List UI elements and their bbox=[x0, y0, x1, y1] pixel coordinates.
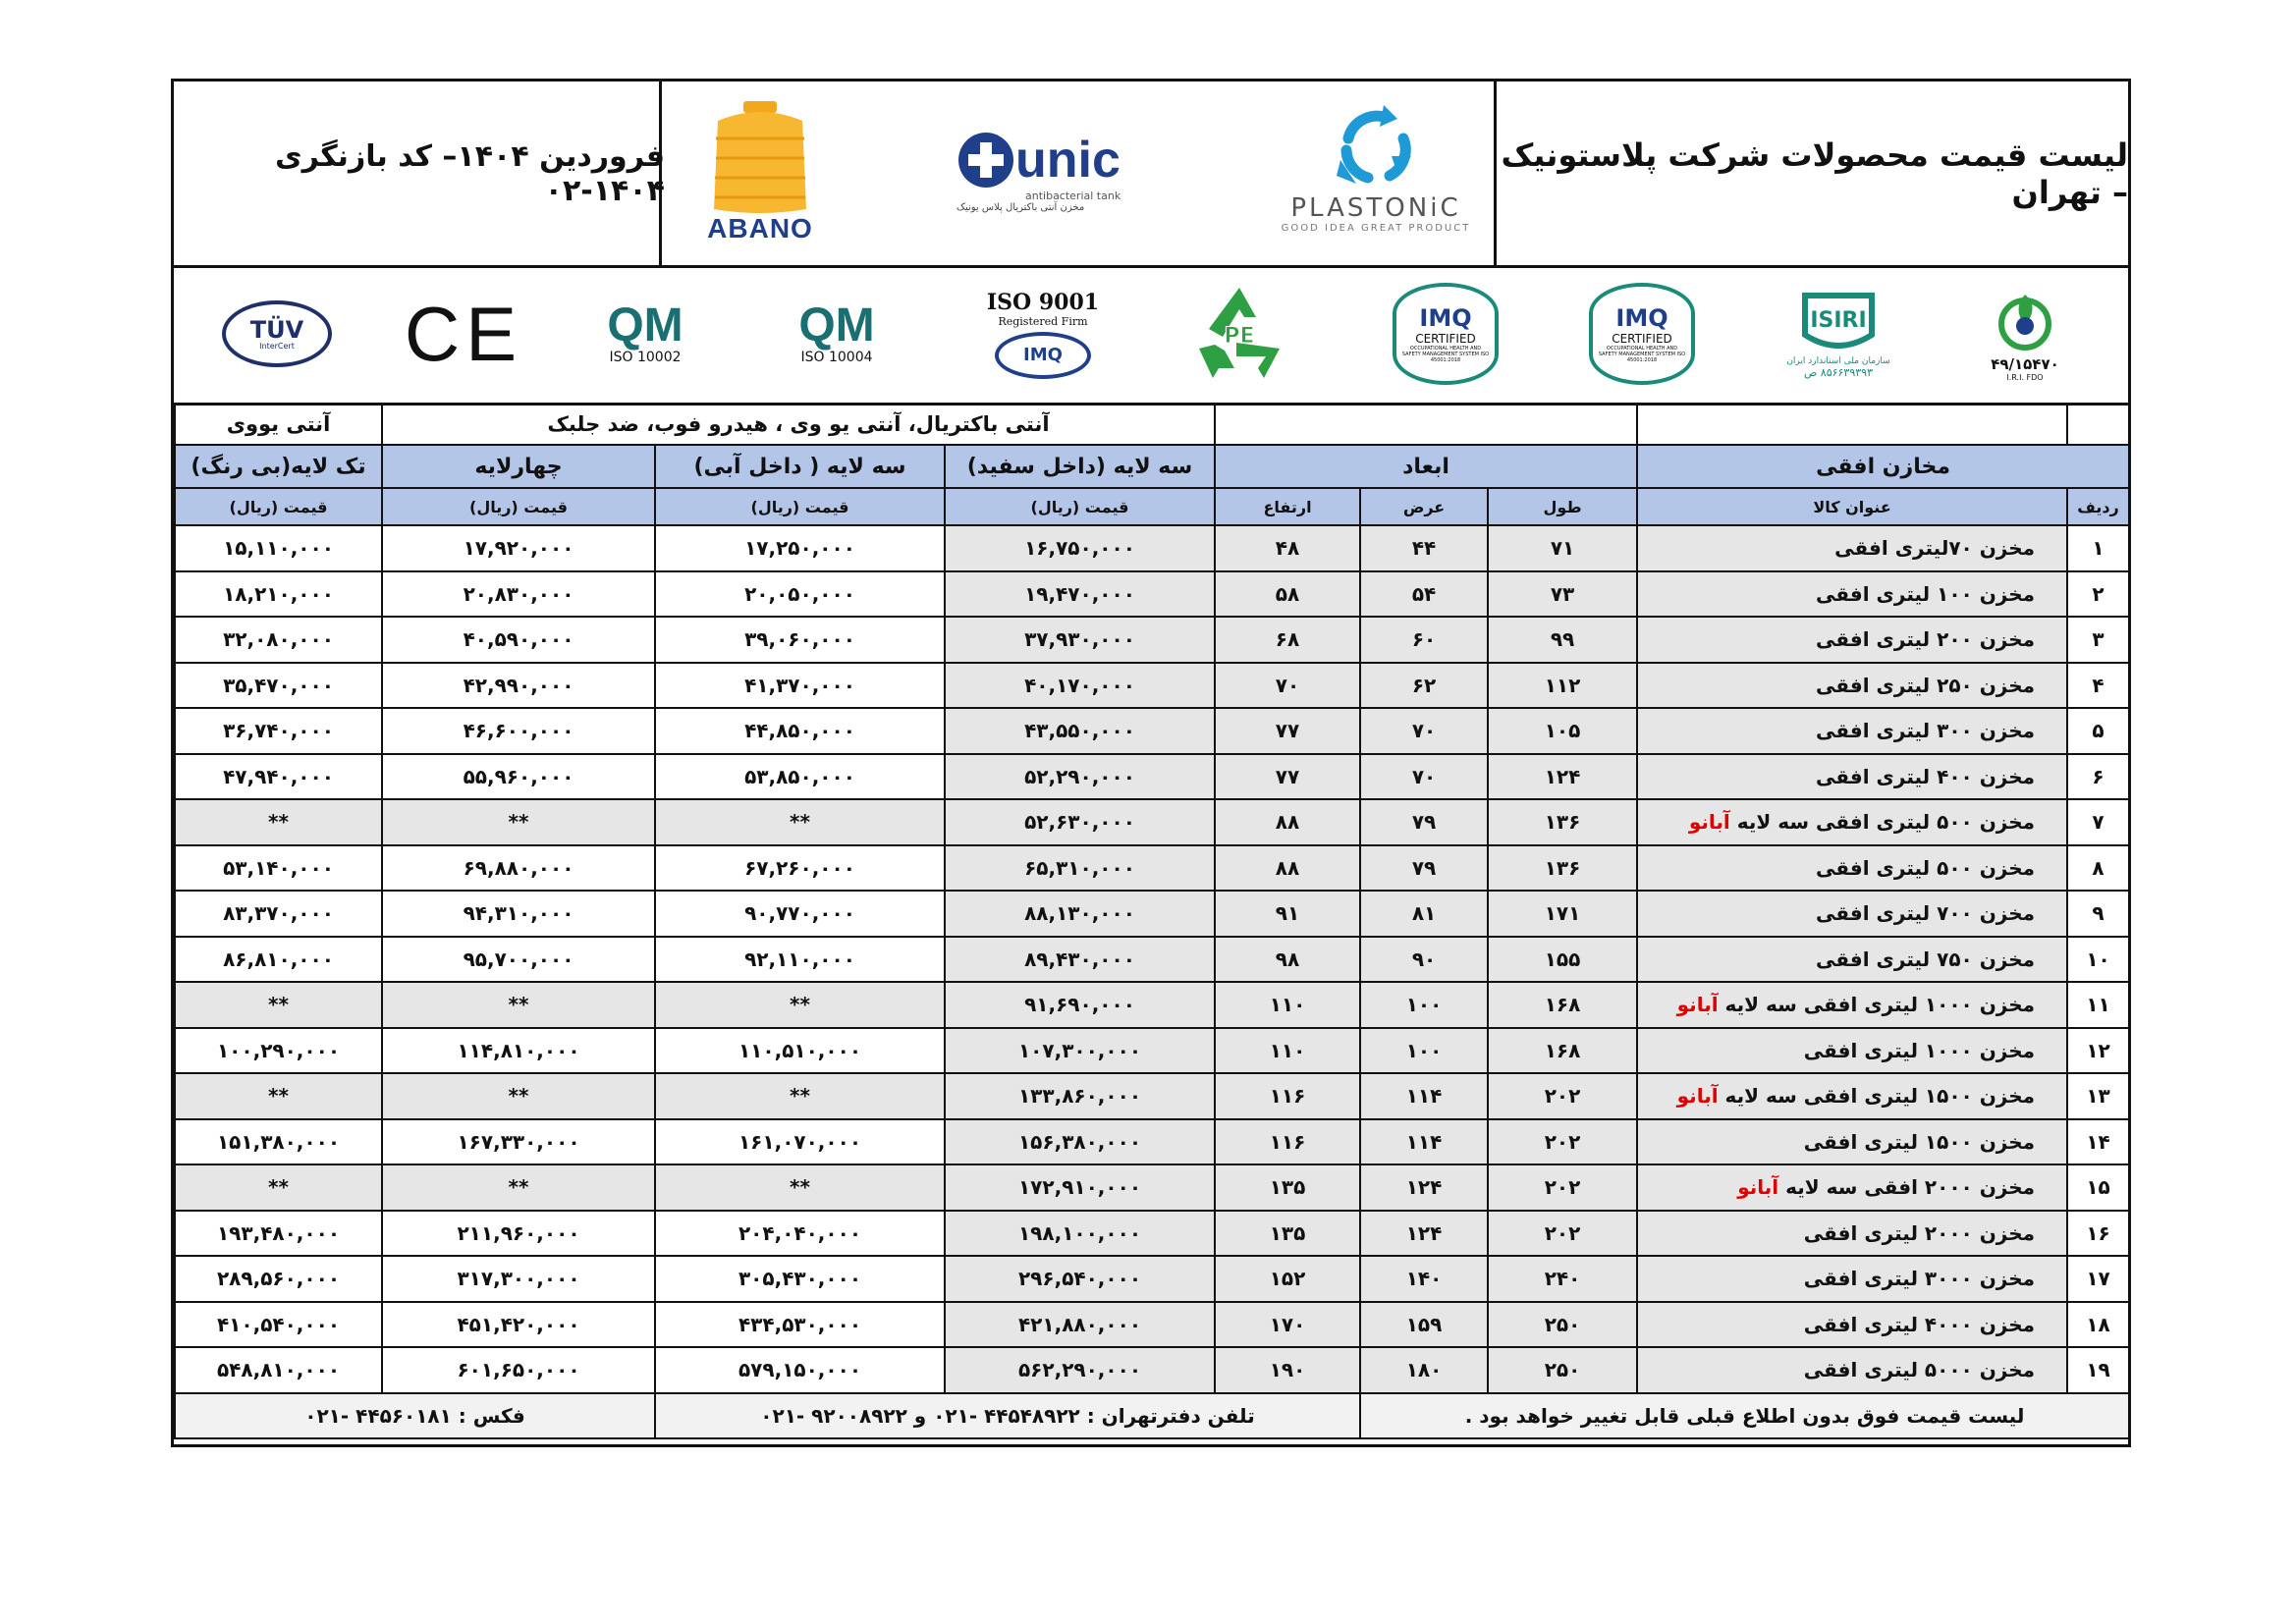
height-value: ۱۳۵ bbox=[1215, 1164, 1360, 1211]
price-four-layer: ۲۰,۸۳۰,۰۰۰ bbox=[382, 571, 655, 618]
width-value: ۱۵۹ bbox=[1360, 1302, 1488, 1348]
price-single-layer: ۳۵,۴۷۰,۰۰۰ bbox=[175, 663, 382, 709]
ce-mark bbox=[400, 277, 527, 391]
table-row bbox=[175, 1119, 2129, 1165]
table-row bbox=[175, 891, 2129, 937]
three-layer-white-header: سه لایه (داخل سفید) bbox=[945, 445, 1215, 488]
qm2-mark: QM bbox=[798, 299, 875, 352]
price-three-layer-white: ۴۳,۵۵۰,۰۰۰ bbox=[945, 708, 1215, 754]
iso9001-cert bbox=[979, 277, 1107, 391]
price-three-layer-white: ۲۹۶,۵۴۰,۰۰۰ bbox=[945, 1256, 1215, 1302]
product-name-text: مخزن ۱۰۰ لیتری افقی bbox=[1816, 581, 2036, 606]
price-three-layer-white: ۸۸,۱۳۰,۰۰۰ bbox=[945, 891, 1215, 937]
table-row bbox=[175, 754, 2129, 800]
product-name-text: مخزن ۲۵۰ لیتری افقی bbox=[1816, 673, 2036, 697]
abano-brand-tag: آبانو bbox=[1676, 993, 1719, 1017]
product-name-text: مخزن ۳۰۰۰ لیتری افقی bbox=[1803, 1267, 2036, 1291]
row-number: ۲ bbox=[2067, 571, 2129, 618]
length-value: ۲۵۰ bbox=[1488, 1347, 1637, 1393]
unic-caption: مخزن آنتی باکتریال پلاس یونیک bbox=[957, 202, 1085, 213]
width-value: ۷۹ bbox=[1360, 799, 1488, 845]
table-row bbox=[175, 1256, 2129, 1302]
isiri-code: ۸۵۶۶۳۹۳۹۳ ص bbox=[1804, 365, 1873, 379]
tuv-text: TÜV bbox=[249, 315, 304, 344]
price-four-layer: ۴۲,۹۹۰,۰۰۰ bbox=[382, 663, 655, 709]
qm2-label: ISO 10004 bbox=[800, 350, 873, 365]
length-value: ۱۱۲ bbox=[1488, 663, 1637, 709]
row-number: ۷ bbox=[2067, 799, 2129, 845]
price-four-layer: ** bbox=[382, 799, 655, 845]
price-single-layer: ** bbox=[175, 799, 382, 845]
abano-brand-tag: آبانو bbox=[1688, 810, 1730, 835]
width-value: ۶۰ bbox=[1360, 617, 1488, 663]
price-three-layer-blue: ۴۱,۳۷۰,۰۰۰ bbox=[655, 663, 945, 709]
row-number: ۸ bbox=[2067, 845, 2129, 892]
price-three-layer-blue: ۹۰,۷۷۰,۰۰۰ bbox=[655, 891, 945, 937]
length-value: ۱۰۵ bbox=[1488, 708, 1637, 754]
price-three-layer-white: ۱۹,۴۷۰,۰۰۰ bbox=[945, 571, 1215, 618]
price-three-layer-blue: ۳۹,۰۶۰,۰۰۰ bbox=[655, 617, 945, 663]
row-number: ۱۶ bbox=[2067, 1211, 2129, 1257]
width-value: ۷۰ bbox=[1360, 708, 1488, 754]
width-value: ۱۱۴ bbox=[1360, 1119, 1488, 1165]
price-four-layer: ۵۵,۹۶۰,۰۰۰ bbox=[382, 754, 655, 800]
iso9001-sub: Registered Firm bbox=[998, 314, 1088, 328]
length-value: ۲۰۲ bbox=[1488, 1164, 1637, 1211]
price-three-layer-white: ۹۱,۶۹۰,۰۰۰ bbox=[945, 982, 1215, 1028]
price-four-layer: ** bbox=[382, 1073, 655, 1119]
row-number-header: ردیف bbox=[2067, 488, 2129, 525]
product-name bbox=[1637, 525, 2067, 571]
product-name bbox=[1637, 982, 2067, 1028]
price-three-layer-white: ۴۲۱,۸۸۰,۰۰۰ bbox=[945, 1302, 1215, 1348]
features-label: آنتی باکتریال، آنتی یو وی ، هیدرو فوب، ضد جلبک bbox=[382, 404, 1215, 445]
price-three-layer-blue: ۲۰۴,۰۴۰,۰۰۰ bbox=[655, 1211, 945, 1257]
width-value: ۱۰۰ bbox=[1360, 1028, 1488, 1074]
imq2-wordmark: IMQ bbox=[1615, 304, 1668, 332]
price-three-layer-blue: ** bbox=[655, 1164, 945, 1211]
features-row bbox=[175, 404, 2129, 445]
fax-number: فکس : ۴۴۵۶۰۱۸۱ -۰۲۱ bbox=[175, 1393, 655, 1438]
price-three-layer-white: ۱۶,۷۵۰,۰۰۰ bbox=[945, 525, 1215, 571]
price-three-layer-white: ۴۰,۱۷۰,۰۰۰ bbox=[945, 663, 1215, 709]
product-name-text: مخزن ۱۰۰۰ لیتری افقی سه لایه bbox=[1718, 993, 2036, 1017]
price-header: قیمت (ریال) bbox=[655, 488, 945, 525]
category-header: مخازن افقی bbox=[1637, 445, 2129, 488]
product-name bbox=[1637, 617, 2067, 663]
abano-brand-tag: آبانو bbox=[1737, 1175, 1779, 1200]
three-layer-blue-header: سه لایه ( داخل آبی) bbox=[655, 445, 945, 488]
height-value: ۴۸ bbox=[1215, 525, 1360, 571]
table-row bbox=[175, 525, 2129, 571]
price-three-layer-blue: ۹۲,۱۱۰,۰۰۰ bbox=[655, 937, 945, 983]
length-value: ۱۶۸ bbox=[1488, 982, 1637, 1028]
recycle-icon bbox=[1185, 280, 1293, 388]
row-number: ۳ bbox=[2067, 617, 2129, 663]
product-name-text: مخزن ۴۰۰ لیتری افقی bbox=[1816, 764, 2036, 788]
product-name bbox=[1637, 663, 2067, 709]
row-number: ۶ bbox=[2067, 754, 2129, 800]
table-row bbox=[175, 1347, 2129, 1393]
product-name-text: مخزن ۷۰لیتری افقی bbox=[1834, 536, 2036, 561]
product-name bbox=[1637, 1119, 2067, 1165]
fdo-cert bbox=[1961, 277, 2089, 391]
length-value: ۲۰۲ bbox=[1488, 1119, 1637, 1165]
unic-sub: antibacterial tank bbox=[1025, 189, 1121, 202]
price-three-layer-blue: ۱۶۱,۰۷۰,۰۰۰ bbox=[655, 1119, 945, 1165]
table-row bbox=[175, 937, 2129, 983]
qm-iso10004-cert bbox=[773, 277, 901, 391]
imq1-wordmark: IMQ bbox=[1419, 304, 1472, 332]
row-number: ۱۸ bbox=[2067, 1302, 2129, 1348]
width-value: ۱۱۴ bbox=[1360, 1073, 1488, 1119]
row-number: ۱ bbox=[2067, 525, 2129, 571]
price-single-layer: ۳۲,۰۸۰,۰۰۰ bbox=[175, 617, 382, 663]
price-three-layer-blue: ** bbox=[655, 799, 945, 845]
imq-cert-2 bbox=[1578, 277, 1706, 391]
product-name-text: مخزن ۱۰۰۰ لیتری افقی bbox=[1803, 1038, 2036, 1062]
row-number: ۱۳ bbox=[2067, 1073, 2129, 1119]
imq1-label: CERTIFIED bbox=[1415, 332, 1476, 346]
product-name bbox=[1637, 1302, 2067, 1348]
qm-iso10002-cert bbox=[581, 277, 709, 391]
fdo-leaf-icon bbox=[1991, 287, 2059, 355]
price-four-layer: ۴۶,۶۰۰,۰۰۰ bbox=[382, 708, 655, 754]
imq2-sub: OCCUPATIONAL HEALTH AND SAFETY MANAGEMENT SYSTEM ISO 45001:2018 bbox=[1598, 346, 1686, 363]
price-three-layer-white: ۱۹۸,۱۰۰,۰۰۰ bbox=[945, 1211, 1215, 1257]
price-three-layer-white: ۵۲,۶۳۰,۰۰۰ bbox=[945, 799, 1215, 845]
price-four-layer: ۱۷,۹۲۰,۰۰۰ bbox=[382, 525, 655, 571]
qm1-mark: QM bbox=[607, 299, 683, 352]
date-revision: فروردین ۱۴۰۴– کد بازنگری ۱۴۰۴-۰۲ bbox=[275, 138, 665, 208]
width-value: ۱۲۴ bbox=[1360, 1211, 1488, 1257]
standard-mark-icon bbox=[1797, 290, 1880, 356]
height-value: ۸۸ bbox=[1215, 799, 1360, 845]
width-value: ۴۴ bbox=[1360, 525, 1488, 571]
width-value: ۵۴ bbox=[1360, 571, 1488, 618]
price-three-layer-blue: ۳۰۵,۴۳۰,۰۰۰ bbox=[655, 1256, 945, 1302]
width-value: ۶۲ bbox=[1360, 663, 1488, 709]
row-number: ۱۵ bbox=[2067, 1164, 2129, 1211]
length-value: ۱۵۵ bbox=[1488, 937, 1637, 983]
plastonic-logo bbox=[1278, 99, 1474, 246]
table-row bbox=[175, 1073, 2129, 1119]
product-name bbox=[1637, 571, 2067, 618]
height-value: ۱۱۰ bbox=[1215, 982, 1360, 1028]
price-single-layer: ۴۱۰,۵۴۰,۰۰۰ bbox=[175, 1302, 382, 1348]
price-three-layer-blue: ۱۱۰,۵۱۰,۰۰۰ bbox=[655, 1028, 945, 1074]
height-header: ارتفاع bbox=[1215, 488, 1360, 525]
width-value: ۱۴۰ bbox=[1360, 1256, 1488, 1302]
product-name bbox=[1637, 708, 2067, 754]
unic-logo bbox=[957, 131, 1133, 229]
row-number: ۱۴ bbox=[2067, 1119, 2129, 1165]
price-three-layer-blue: ۴۳۴,۵۳۰,۰۰۰ bbox=[655, 1302, 945, 1348]
product-name bbox=[1637, 1028, 2067, 1074]
price-change-notice: لیست قیمت فوق بدون اطلاع قبلی قابل تغییر خواهد بود . bbox=[1360, 1393, 2129, 1438]
height-value: ۸۸ bbox=[1215, 845, 1360, 892]
price-single-layer: ۸۶,۸۱۰,۰۰۰ bbox=[175, 937, 382, 983]
svg-text:ISIRI: ISIRI bbox=[1810, 307, 1867, 333]
width-value: ۱۰۰ bbox=[1360, 982, 1488, 1028]
price-single-layer: ۸۳,۳۷۰,۰۰۰ bbox=[175, 891, 382, 937]
product-name-text: مخزن ۵۰۰ لیتری افقی bbox=[1816, 855, 2036, 880]
product-name bbox=[1637, 799, 2067, 845]
anti-uv-label: آنتی یووی bbox=[175, 404, 382, 445]
product-name bbox=[1637, 1164, 2067, 1211]
price-three-layer-white: ۱۵۶,۳۸۰,۰۰۰ bbox=[945, 1119, 1215, 1165]
height-value: ۶۸ bbox=[1215, 617, 1360, 663]
group-header-row bbox=[175, 445, 2129, 488]
price-three-layer-blue: ۵۳,۸۵۰,۰۰۰ bbox=[655, 754, 945, 800]
brand-logos bbox=[659, 81, 1494, 265]
office-phone: تلفن دفترتهران : ۴۴۵۴۸۹۲۲ -۰۲۱ و ۹۲۰۰۸۹۲۲ -۰۲۱ bbox=[655, 1393, 1360, 1438]
product-name bbox=[1637, 1256, 2067, 1302]
price-header: قیمت (ریال) bbox=[945, 488, 1215, 525]
imq2-label: CERTIFIED bbox=[1612, 332, 1672, 346]
row-number: ۴ bbox=[2067, 663, 2129, 709]
price-three-layer-blue: ۵۷۹,۱۵۰,۰۰۰ bbox=[655, 1347, 945, 1393]
dimensions-header: ابعاد bbox=[1215, 445, 1637, 488]
iso9001-label: ISO 9001 bbox=[986, 289, 1100, 315]
table-row bbox=[175, 982, 2129, 1028]
certificate-strip bbox=[174, 265, 2128, 406]
table-row bbox=[175, 708, 2129, 754]
price-single-layer: ۱۵۱,۳۸۰,۰۰۰ bbox=[175, 1119, 382, 1165]
table-row bbox=[175, 663, 2129, 709]
price-single-layer: ۴۷,۹۴۰,۰۰۰ bbox=[175, 754, 382, 800]
price-three-layer-blue: ** bbox=[655, 1073, 945, 1119]
price-header: قیمت (ریال) bbox=[382, 488, 655, 525]
height-value: ۱۱۶ bbox=[1215, 1119, 1360, 1165]
price-four-layer: ۶۰۱,۶۵۰,۰۰۰ bbox=[382, 1347, 655, 1393]
table-row bbox=[175, 1211, 2129, 1257]
sub-header-row bbox=[175, 488, 2129, 525]
abano-logo bbox=[706, 99, 814, 248]
price-table bbox=[174, 403, 2130, 1439]
price-three-layer-white: ۵۲,۲۹۰,۰۰۰ bbox=[945, 754, 1215, 800]
table-row bbox=[175, 799, 2129, 845]
price-single-layer: ۲۸۹,۵۶۰,۰۰۰ bbox=[175, 1256, 382, 1302]
length-value: ۲۰۲ bbox=[1488, 1211, 1637, 1257]
length-value: ۷۳ bbox=[1488, 571, 1637, 618]
footer-row bbox=[175, 1393, 2129, 1438]
height-value: ۹۸ bbox=[1215, 937, 1360, 983]
price-single-layer: ۵۴۸,۸۱۰,۰۰۰ bbox=[175, 1347, 382, 1393]
length-value: ۱۷۱ bbox=[1488, 891, 1637, 937]
pe-recycle-cert bbox=[1175, 277, 1303, 391]
tuv-sub: InterCert bbox=[259, 341, 295, 351]
product-name-text: مخزن ۷۵۰ لیتری افقی bbox=[1816, 947, 2036, 971]
price-three-layer-blue: ۲۰,۰۵۰,۰۰۰ bbox=[655, 571, 945, 618]
length-value: ۲۵۰ bbox=[1488, 1302, 1637, 1348]
price-four-layer: ** bbox=[382, 1164, 655, 1211]
price-three-layer-white: ۱۳۳,۸۶۰,۰۰۰ bbox=[945, 1073, 1215, 1119]
length-value: ۷۱ bbox=[1488, 525, 1637, 571]
price-four-layer: ۶۹,۸۸۰,۰۰۰ bbox=[382, 845, 655, 892]
imq-cert-1 bbox=[1382, 277, 1509, 391]
row-number: ۱۹ bbox=[2067, 1347, 2129, 1393]
table-row bbox=[175, 1302, 2129, 1348]
abano-wordmark: ABANO bbox=[707, 213, 813, 244]
price-single-layer: ** bbox=[175, 1164, 382, 1211]
length-value: ۱۶۸ bbox=[1488, 1028, 1637, 1074]
iso9001-imq: IMQ bbox=[995, 332, 1091, 379]
price-single-layer: ۱۵,۱۱۰,۰۰۰ bbox=[175, 525, 382, 571]
plastonic-emblem-icon bbox=[1329, 99, 1423, 193]
price-three-layer-white: ۵۶۲,۲۹۰,۰۰۰ bbox=[945, 1347, 1215, 1393]
price-list-sheet bbox=[171, 79, 2131, 1447]
width-value: ۱۲۴ bbox=[1360, 1164, 1488, 1211]
length-value: ۱۳۶ bbox=[1488, 845, 1637, 892]
price-four-layer: ۲۱۱,۹۶۰,۰۰۰ bbox=[382, 1211, 655, 1257]
price-four-layer: ۱۱۴,۸۱۰,۰۰۰ bbox=[382, 1028, 655, 1074]
height-value: ۷۷ bbox=[1215, 708, 1360, 754]
fdo-code: ۴۹/۱۵۴۷۰ bbox=[1991, 354, 2059, 373]
length-value: ۹۹ bbox=[1488, 617, 1637, 663]
length-value: ۱۲۴ bbox=[1488, 754, 1637, 800]
row-number: ۱۲ bbox=[2067, 1028, 2129, 1074]
tuv-cert bbox=[213, 277, 341, 391]
product-name-text: مخزن ۲۰۰ لیتری افقی bbox=[1816, 627, 2036, 652]
price-three-layer-blue: ۴۴,۸۵۰,۰۰۰ bbox=[655, 708, 945, 754]
table-row bbox=[175, 1028, 2129, 1074]
row-number: ۹ bbox=[2067, 891, 2129, 937]
price-single-layer: ۱۰۰,۲۹۰,۰۰۰ bbox=[175, 1028, 382, 1074]
product-name bbox=[1637, 891, 2067, 937]
abano-brand-tag: آبانو bbox=[1676, 1084, 1719, 1109]
price-single-layer: ۳۶,۷۴۰,۰۰۰ bbox=[175, 708, 382, 754]
price-single-layer: ۵۳,۱۴۰,۰۰۰ bbox=[175, 845, 382, 892]
price-three-layer-blue: ۶۷,۲۶۰,۰۰۰ bbox=[655, 845, 945, 892]
plastonic-wordmark: PLASTONiC bbox=[1290, 193, 1461, 223]
price-single-layer: ۱۸,۲۱۰,۰۰۰ bbox=[175, 571, 382, 618]
price-four-layer: ۳۱۷,۳۰۰,۰۰۰ bbox=[382, 1256, 655, 1302]
price-four-layer: ۱۶۷,۳۳۰,۰۰۰ bbox=[382, 1119, 655, 1165]
plus-circle-icon bbox=[957, 131, 1015, 189]
height-value: ۷۰ bbox=[1215, 663, 1360, 709]
width-value: ۱۸۰ bbox=[1360, 1347, 1488, 1393]
price-three-layer-white: ۶۵,۳۱۰,۰۰۰ bbox=[945, 845, 1215, 892]
table-row bbox=[175, 617, 2129, 663]
height-value: ۹۱ bbox=[1215, 891, 1360, 937]
isiri-cert bbox=[1775, 277, 1902, 391]
table-row bbox=[175, 1164, 2129, 1211]
qm1-label: ISO 10002 bbox=[609, 350, 682, 365]
price-four-layer: ** bbox=[382, 982, 655, 1028]
product-name bbox=[1637, 845, 2067, 892]
width-value: ۷۹ bbox=[1360, 845, 1488, 892]
product-name-text: مخزن ۷۰۰ لیتری افقی bbox=[1816, 901, 2036, 926]
height-value: ۱۱۰ bbox=[1215, 1028, 1360, 1074]
product-name-text: مخزن ۱۵۰۰ لیتری افقی سه لایه bbox=[1718, 1084, 2036, 1109]
width-value: ۷۰ bbox=[1360, 754, 1488, 800]
price-single-layer: ** bbox=[175, 1073, 382, 1119]
isiri-label: سازمان ملی استاندارد ایران bbox=[1786, 355, 1890, 366]
width-header: عرض bbox=[1360, 488, 1488, 525]
product-name-text: مخزن ۴۰۰۰ لیتری افقی bbox=[1803, 1312, 2036, 1336]
width-value: ۹۰ bbox=[1360, 937, 1488, 983]
single-layer-header: تک لایه(بی رنگ) bbox=[175, 445, 382, 488]
product-name-text: مخزن ۵۰۰۰ لیتری افقی bbox=[1803, 1358, 2036, 1382]
row-number: ۱۰ bbox=[2067, 937, 2129, 983]
price-three-layer-blue: ** bbox=[655, 982, 945, 1028]
ce-text: CE bbox=[404, 291, 523, 377]
water-tank-icon bbox=[706, 99, 814, 217]
product-name bbox=[1637, 754, 2067, 800]
four-layer-header: چهارلایه bbox=[382, 445, 655, 488]
product-name bbox=[1637, 937, 2067, 983]
row-number: ۱۷ bbox=[2067, 1256, 2129, 1302]
height-value: ۵۸ bbox=[1215, 571, 1360, 618]
product-name bbox=[1637, 1211, 2067, 1257]
height-value: ۱۷۰ bbox=[1215, 1302, 1360, 1348]
price-three-layer-white: ۱۰۷,۳۰۰,۰۰۰ bbox=[945, 1028, 1215, 1074]
height-value: ۷۷ bbox=[1215, 754, 1360, 800]
product-name bbox=[1637, 1073, 2067, 1119]
height-value: ۱۳۵ bbox=[1215, 1211, 1360, 1257]
row-number: ۱۱ bbox=[2067, 982, 2129, 1028]
price-single-layer: ** bbox=[175, 982, 382, 1028]
length-value: ۱۳۶ bbox=[1488, 799, 1637, 845]
product-name-text: مخزن ۵۰۰ لیتری افقی سه لایه bbox=[1729, 810, 2036, 835]
product-name-text: مخزن ۲۰۰۰ افقی سه لایه bbox=[1778, 1175, 2036, 1200]
height-value: ۱۵۲ bbox=[1215, 1256, 1360, 1302]
plastonic-tagline: GOOD IDEA GREAT PRODUCT bbox=[1281, 223, 1471, 234]
pe-text: PE bbox=[1224, 324, 1255, 349]
product-name-text: مخزن ۳۰۰ لیتری افقی bbox=[1816, 719, 2036, 743]
price-single-layer: ۱۹۳,۴۸۰,۰۰۰ bbox=[175, 1211, 382, 1257]
height-value: ۱۱۶ bbox=[1215, 1073, 1360, 1119]
height-value: ۱۹۰ bbox=[1215, 1347, 1360, 1393]
document-title: لیست قیمت محصولات شرکت پلاستونیک – تهران bbox=[1494, 81, 2128, 265]
product-name bbox=[1637, 1347, 2067, 1393]
header-row bbox=[174, 81, 2128, 268]
price-four-layer: ۹۵,۷۰۰,۰۰۰ bbox=[382, 937, 655, 983]
price-four-layer: ۴۵۱,۴۲۰,۰۰۰ bbox=[382, 1302, 655, 1348]
width-value: ۸۱ bbox=[1360, 891, 1488, 937]
product-name-header: عنوان کالا bbox=[1637, 488, 2067, 525]
unic-wordmark: unic bbox=[1015, 132, 1121, 189]
price-three-layer-white: ۸۹,۴۳۰,۰۰۰ bbox=[945, 937, 1215, 983]
price-header: قیمت (ریال) bbox=[175, 488, 382, 525]
length-value: ۲۰۲ bbox=[1488, 1073, 1637, 1119]
length-header: طول bbox=[1488, 488, 1637, 525]
table-row bbox=[175, 845, 2129, 892]
table-row bbox=[175, 571, 2129, 618]
product-name-text: مخزن ۲۰۰۰ لیتری افقی bbox=[1803, 1220, 2036, 1245]
imq1-sub: OCCUPATIONAL HEALTH AND SAFETY MANAGEMENT SYSTEM ISO 45001:2018 bbox=[1401, 346, 1490, 363]
price-four-layer: ۹۴,۳۱۰,۰۰۰ bbox=[382, 891, 655, 937]
price-three-layer-white: ۳۷,۹۳۰,۰۰۰ bbox=[945, 617, 1215, 663]
price-three-layer-white: ۱۷۲,۹۱۰,۰۰۰ bbox=[945, 1164, 1215, 1211]
price-three-layer-blue: ۱۷,۲۵۰,۰۰۰ bbox=[655, 525, 945, 571]
fdo-sub: I.R.I. FDO bbox=[2006, 372, 2044, 382]
length-value: ۲۴۰ bbox=[1488, 1256, 1637, 1302]
row-number: ۵ bbox=[2067, 708, 2129, 754]
product-name-text: مخزن ۱۵۰۰ لیتری افقی bbox=[1803, 1129, 2036, 1154]
price-four-layer: ۴۰,۵۹۰,۰۰۰ bbox=[382, 617, 655, 663]
